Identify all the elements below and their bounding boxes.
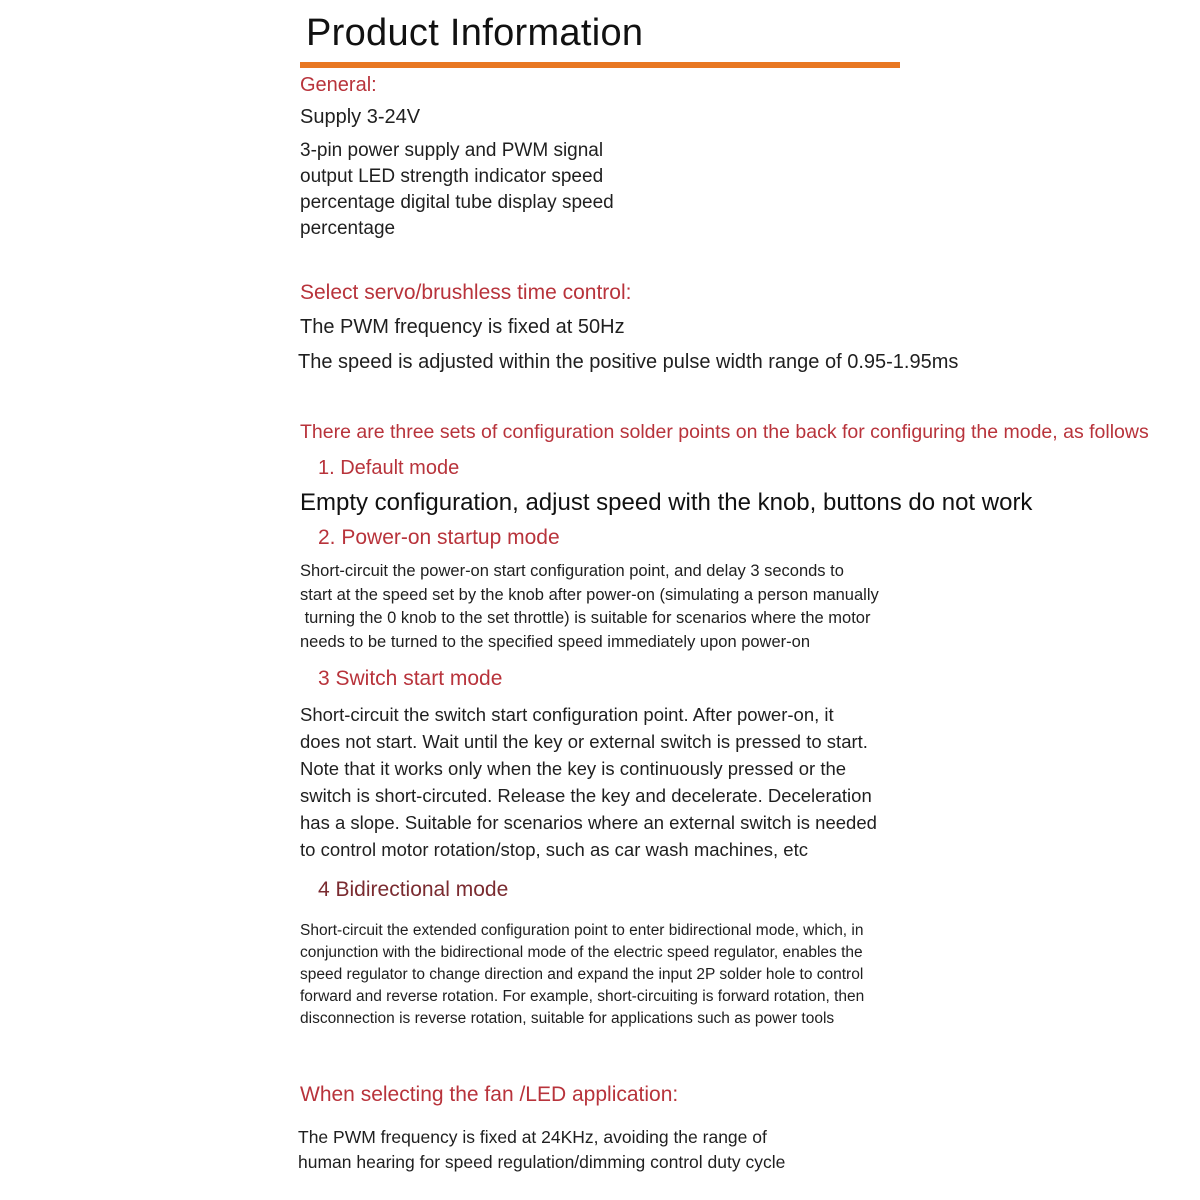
mode3-description: [300, 701, 877, 863]
mode2-line: start at the speed set by the knob after power-on (simulating a person manually: [300, 585, 879, 604]
mode3-line: does not start. Wait until the key or external switch is pressed to start.: [300, 731, 868, 752]
general-line: percentage digital tube display speed: [300, 192, 614, 213]
fan-led-line: The PWM frequency is fixed at 24KHz, avoiding the range of: [298, 1127, 767, 1147]
mode4-line: Short-circuit the extended configuration point to enter bidirectional mode, which, in: [300, 922, 864, 939]
supply-voltage: Supply 3-24V: [300, 106, 421, 128]
fan-led-heading: When selecting the fan /LED application:: [300, 1083, 679, 1106]
mode4-line: conjunction with the bidirectional mode of the electric speed regulator, enables the: [300, 944, 863, 961]
general-heading: General:: [300, 74, 377, 96]
mode2-line: needs to be turned to the specified speed immediately upon power-on: [300, 633, 810, 652]
mode3-line: has a slope. Suitable for scenarios where an external switch is needed: [300, 812, 877, 833]
mode1-heading: 1. Default mode: [318, 457, 460, 479]
mode4-heading: 4 Bidirectional mode: [318, 878, 509, 901]
mode2-heading: 2. Power-on startup mode: [318, 526, 560, 549]
servo-heading: Select servo/brushless time control:: [300, 281, 632, 304]
mode3-line: switch is short-circuted. Release the key and decelerate. Deceleration: [300, 785, 872, 806]
general-line: output LED strength indicator speed: [300, 166, 604, 187]
general-line: 3-pin power supply and PWM signal: [300, 140, 604, 161]
page-title: Product Information: [306, 12, 644, 54]
general-line: percentage: [300, 218, 396, 239]
servo-pulse-range: The speed is adjusted within the positive pulse width range of 0.95-1.95ms: [298, 351, 959, 373]
mode2-line: Short-circuit the power-on start configuration point, and delay 3 seconds to: [300, 562, 844, 580]
general-description: [300, 138, 614, 242]
mode4-description: [300, 920, 864, 1030]
mode4-line: speed regulator to change direction and expand the input 2P solder hole to control: [300, 966, 864, 983]
mode3-line: Short-circuit the switch start configuration point. After power-on, it: [300, 704, 834, 725]
mode2-description: [300, 560, 879, 655]
title-underline: [300, 62, 900, 68]
mode4-line: forward and reverse rotation. For example, short-circuiting is forward rotation, then: [300, 988, 865, 1005]
config-heading: There are three sets of configuration solder points on the back for configuring the mode, as follows: [300, 421, 1149, 443]
mode4-line: disconnection is reverse rotation, suitable for applications such as power tools: [300, 1010, 835, 1027]
mode3-line: Note that it works only when the key is continuously pressed or the: [300, 758, 847, 779]
mode3-line: to control motor rotation/stop, such as car wash machines, etc: [300, 839, 808, 860]
mode3-heading: 3 Switch start mode: [318, 667, 503, 690]
mode2-line: turning the 0 knob to the set throttle) is suitable for scenarios where the motor: [300, 609, 871, 628]
mode1-description: Empty configuration, adjust speed with the knob, buttons do not work: [300, 489, 1033, 516]
servo-pwm-frequency: The PWM frequency is fixed at 50Hz: [300, 316, 625, 338]
fan-led-description: [298, 1125, 785, 1175]
fan-led-line: human hearing for speed regulation/dimming control duty cycle: [298, 1152, 786, 1172]
